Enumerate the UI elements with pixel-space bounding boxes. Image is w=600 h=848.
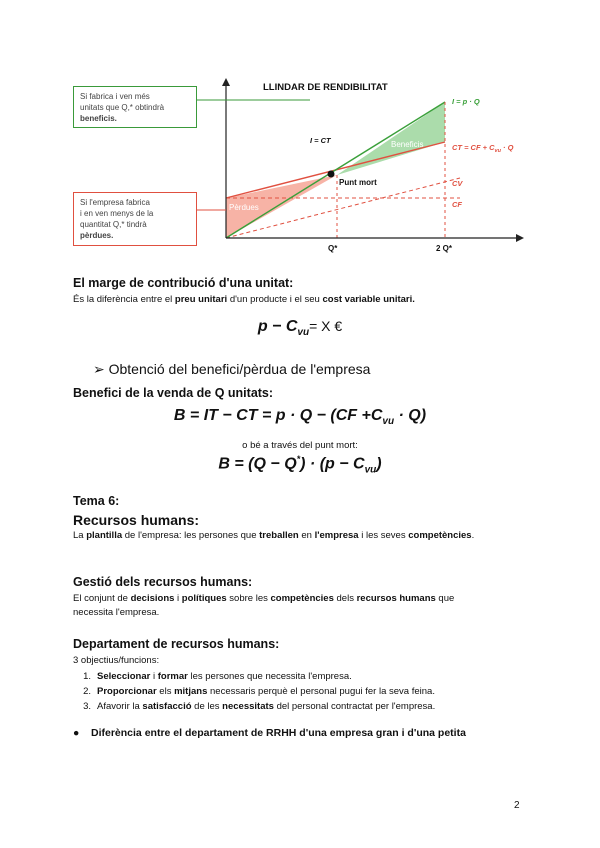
income-label: I = p · Q bbox=[452, 97, 480, 106]
profit-area bbox=[337, 102, 445, 175]
list-item: 2. Proporcionar els mitjans necessaris perquè el personal pugui fer la seva feina. bbox=[83, 686, 435, 697]
department-list bbox=[73, 669, 553, 714]
topic-title: Tema 6: bbox=[73, 494, 120, 508]
note-loss-bold: pèrdues. bbox=[80, 231, 114, 240]
note-loss-line: quantitat Q,* tindrà bbox=[80, 220, 147, 229]
staff-text: La plantilla de l'empresa: les persones que treballen en l'empresa i les seves competències. bbox=[73, 530, 475, 541]
page-number: 2 bbox=[514, 800, 520, 811]
x-tick-q: Q* bbox=[328, 244, 338, 253]
income-line bbox=[226, 102, 445, 238]
note-loss-line: i en ven menys de la bbox=[80, 209, 154, 218]
break-even-label: Punt mort bbox=[339, 178, 377, 187]
cv-label: CV bbox=[452, 179, 463, 188]
topic-subtitle: Recursos humans: bbox=[73, 512, 200, 528]
loss-label: Pèrdues bbox=[229, 203, 259, 212]
note-loss bbox=[73, 192, 197, 246]
break-even-point bbox=[328, 171, 335, 178]
department-heading: Departament de recursos humans: bbox=[73, 637, 280, 651]
x-axis-arrow bbox=[516, 234, 524, 242]
cf-label: CF bbox=[452, 200, 462, 209]
note-benefit-bold: beneficis. bbox=[80, 114, 117, 123]
note-loss-line: Si l'empresa fabrica bbox=[80, 198, 150, 207]
or-text: o bé a través del punt mort: bbox=[242, 440, 358, 451]
list-item: 1. Seleccionar i formar les persones que necessita l'empresa. bbox=[83, 671, 352, 682]
benefit-heading: Benefici de la venda de Q unitats: bbox=[73, 386, 274, 400]
break-even-formula: $B = (Q - Q^*) \cdot (p - C_{vu})$ bbox=[218, 454, 382, 476]
difference-bullet: ● Diferència entre el departament de RRHH d'una empresa gran i d'una petita bbox=[73, 727, 466, 739]
margin-text: És la diferència entre el preu unitari d'un producte i el seu cost variable unitari. bbox=[73, 294, 415, 305]
margin-heading: El marge de contribució d'una unitat: bbox=[73, 276, 294, 290]
ct-label: CT = CF + $C_{vu} \cdot Q$ bbox=[452, 143, 514, 154]
y-axis-arrow bbox=[222, 78, 230, 86]
management-heading: Gestió dels recursos humans: bbox=[73, 575, 253, 589]
profit-label: Beneficis bbox=[391, 140, 424, 149]
benefit-arrow-heading: ➢ Obtenció del benefici/pèrdua de l'empresa bbox=[93, 361, 371, 377]
note-benefit-line: Si fabrica i ven més bbox=[80, 92, 150, 101]
management-text: El conjunt de decisions i polítiques sobre les competències dels recursos humans que necessita l'empresa. bbox=[73, 593, 455, 618]
i-ct-label: I = CT bbox=[310, 136, 331, 145]
note-benefit bbox=[73, 86, 197, 128]
department-intro: 3 objectius/funcions: bbox=[73, 655, 160, 666]
note-benefit-line: unitats que Q,* obtindrà bbox=[80, 103, 165, 112]
chart-title: LLINDAR DE RENDIBILITAT bbox=[263, 82, 388, 93]
benefit-formula: B = IT − CT = $p \cdot Q - (CF +C_{vu} \cdot Q)$ bbox=[173, 407, 427, 428]
x-tick-2q: 2 Q* bbox=[436, 244, 453, 253]
margin-formula: $p - C_{vu}= X$ € bbox=[257, 318, 343, 339]
list-item: 3. Afavorir la satisfacció de les necessitats del personal contractat per l'empresa. bbox=[83, 701, 436, 712]
